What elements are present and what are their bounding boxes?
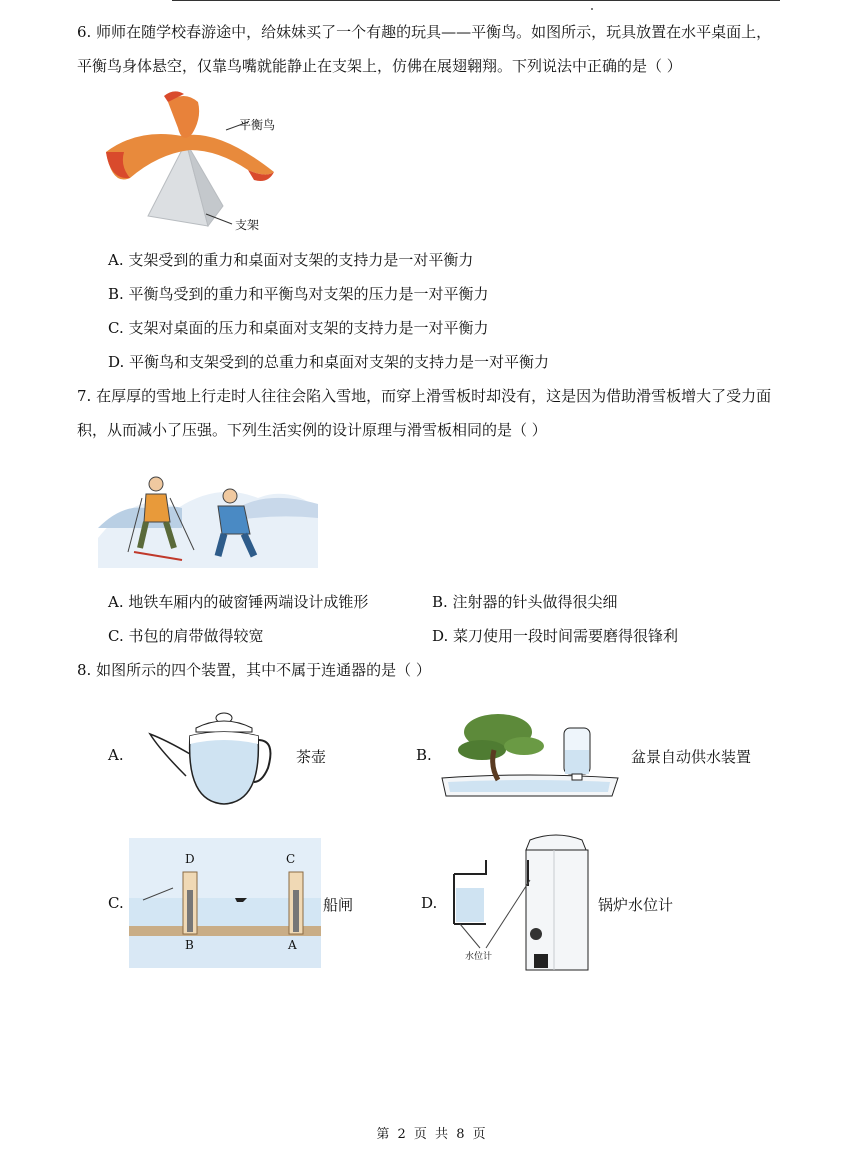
q8-option-d-letter[interactable]: D. — [421, 894, 438, 912]
q8-lock-mark-d: D — [185, 852, 195, 866]
q6-label-bird: 平衡鸟 — [239, 118, 276, 132]
q6-option-c[interactable]: C. 支架对桌面的压力和桌面对支架的支持力是一对平衡力 — [108, 319, 489, 337]
q7-option-b[interactable]: B. 注射器的针头做得很尖细 — [432, 593, 618, 611]
q6-option-b[interactable]: B. 平衡鸟受到的重力和平衡鸟对支架的压力是一对平衡力 — [108, 285, 489, 303]
q7-option-c[interactable]: C. 书包的肩带做得较宽 — [108, 627, 264, 645]
q6-stem-line1: 6. 师师在随学校春游途中，给妹妹买了一个有趣的玩具——平衡鸟。如图所示，玩具放置在水平桌面上， — [77, 23, 772, 41]
q8-option-a-label: 茶壶 — [296, 748, 327, 766]
q8-option-c-letter[interactable]: C. — [108, 894, 124, 912]
q8-option-b-letter[interactable]: B. — [416, 746, 432, 764]
q8-gauge-small-label: 水位计 — [465, 952, 493, 962]
q8-lock-mark-b: B — [185, 938, 194, 952]
q7-option-d[interactable]: D. 菜刀使用一段时间需要磨得很锋利 — [432, 627, 679, 645]
q7-stem-line1: 7. 在厚厚的雪地上行走时人往往会陷入雪地，而穿上滑雪板时却没有，这是因为借助滑雪板增大了受力面 — [77, 387, 772, 405]
q6-stem-line2: 平衡鸟身体悬空，仅靠鸟嘴就能静止在支架上，仿佛在展翅翱翔。下列说法中正确的是（ ） — [77, 57, 682, 75]
q6-option-a[interactable]: A. 支架受到的重力和桌面对支架的支持力是一对平衡力 — [108, 251, 474, 269]
stray-dot — [591, 8, 593, 10]
q8-stem: 8. 如图所示的四个装置，其中不属于连通器的是（ ） — [77, 661, 431, 679]
q8-option-d-label: 锅炉水位计 — [598, 896, 674, 914]
q8-lock-mark-c: C — [286, 852, 296, 866]
top-rule — [172, 0, 780, 1]
q6-balance-bird-figure — [98, 88, 288, 238]
q8-option-a-letter[interactable]: A. — [108, 746, 124, 764]
q7-stem-line2: 积，从而减小了压强。下列生活实例的设计原理与滑雪板相同的是（ ） — [77, 421, 547, 439]
q8-teapot-figure — [146, 710, 272, 810]
q8-option-c-label: 船闸 — [323, 896, 354, 914]
q8-lock-mark-a: A — [288, 938, 297, 952]
q6-option-d[interactable]: D. 平衡鸟和支架受到的总重力和桌面对支架的支持力是一对平衡力 — [108, 353, 550, 371]
q8-bonsai-waterer-figure — [438, 706, 620, 800]
page-footer: 第 2 页 共 8 页 — [376, 1127, 488, 1142]
q8-option-b-label: 盆景自动供水装置 — [631, 748, 752, 766]
q7-option-a[interactable]: A. 地铁车厢内的破窗锤两端设计成锥形 — [108, 593, 369, 611]
q7-skier-figure — [98, 468, 318, 568]
q6-label-stand: 支架 — [235, 218, 260, 232]
